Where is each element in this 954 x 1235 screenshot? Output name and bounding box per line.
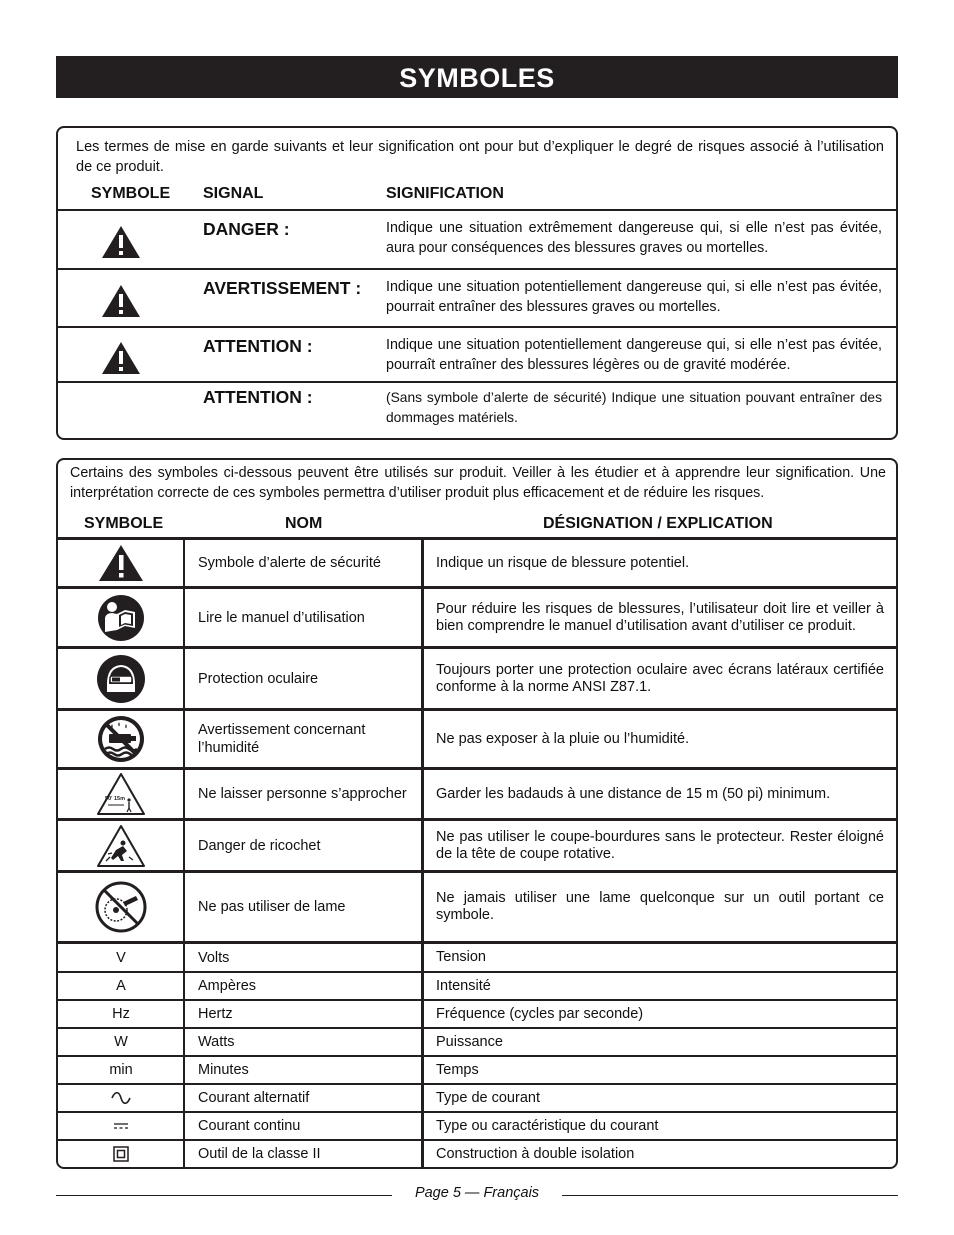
symbol-desc: Tension: [436, 949, 486, 965]
signal-label: AVERTISSEMENT :: [203, 278, 362, 298]
icon-distance-label: 50' 15m: [105, 796, 125, 802]
symbol-name: Ne pas utiliser de lame: [198, 899, 346, 915]
symbols-intro: Certains des symboles ci-dessous peuvent être utilisés sur produit. Veiller à les étudier et à apprendre leur signification. Une interprétation correcte de ces symboles permettra d’utiliser produit plus efficacement et de réduire les risques.: [70, 465, 886, 501]
direct-current-icon: [58, 1113, 184, 1139]
symbol-code: V: [116, 949, 126, 966]
symbol-desc: Fréquence (cycles par seconde): [436, 1005, 644, 1022]
header-explanation: DÉSIGNATION / EXPLICATION: [543, 515, 773, 532]
signal-intro: Les termes de mise en garde suivants et leur signification ont pour but d’expliquer le degré de risques associé à l’utilisation de ce produit.: [76, 139, 884, 175]
alternating-current-icon: [58, 1085, 184, 1111]
symbol-code: W: [114, 1034, 128, 1050]
symbol-name: Courant alternatif: [198, 1090, 310, 1106]
footer-rule-left: [56, 1195, 392, 1196]
symbol-desc: Indique un risque de blessure potentiel.: [436, 554, 690, 571]
page-title: SYMBOLES: [56, 56, 898, 98]
header-symbol: SYMBOLE: [91, 185, 171, 202]
symbol-desc: Toujours porter une protection oculaire avec écrans latéraux certifiée conforme à la norme ANSI Z87.1.: [436, 661, 884, 695]
symbol-desc: Ne pas exposer à la pluie ou l’humidité.: [436, 730, 690, 747]
symbol-name: Courant continu: [198, 1118, 301, 1134]
signal-text: Indique une situation potentiellement dangereuse qui, si elle n’est pas évitée, pourrait entraîner des blessures graves ou mortelles.: [386, 279, 882, 315]
signal-row-caution: [58, 326, 896, 383]
symbol-desc: Construction à double isolation: [436, 1145, 635, 1162]
no-blade-icon: [58, 873, 184, 941]
page-footer: [0, 1185, 954, 1205]
symbol-name: Watts: [198, 1034, 235, 1050]
signal-label: ATTENTION :: [203, 336, 313, 356]
signal-text: Indique une situation potentiellement dangereuse qui, si elle n’est pas évitée, pourraît entraîner des blessures légères ou de gravité modérée.: [386, 337, 882, 373]
signal-label: ATTENTION :: [203, 387, 313, 407]
symbol-desc: Ne jamais utiliser une lame quelconque sur un outil portant ce symbole.: [436, 890, 884, 923]
signal-label: DANGER :: [203, 219, 290, 239]
warning-triangle-icon: [58, 337, 184, 379]
symbol-name: Minutes: [198, 1062, 249, 1078]
signal-text: Indique une situation extrêmement dangereuse qui, si elle n’est pas évitée, aura pour conséquences des blessures graves ou mortelles.: [386, 220, 882, 256]
symbol-desc: Pour réduire les risques de blessures, l’utilisateur doit lire et veiller à bien comprendre le manuel d’utilisation avant d’utiliser ce produit.: [436, 600, 884, 634]
symbol-code: A: [116, 978, 126, 994]
symbol-name: Hertz: [198, 1006, 233, 1022]
header-signal: SIGNAL: [203, 185, 264, 202]
signal-row-warning: [58, 268, 896, 327]
symbol-name: Symbole d’alerte de sécurité: [198, 555, 381, 571]
symbol-name: Avertissement concernant l’humidité: [198, 722, 366, 756]
page-number: Page 5 — Français: [414, 1185, 540, 1201]
warning-triangle-icon: [58, 280, 184, 322]
symbol-desc: Type de courant: [436, 1089, 540, 1106]
symbol-name: Danger de ricochet: [198, 837, 321, 854]
header-meaning: SIGNIFICATION: [386, 185, 504, 202]
symbol-name: Protection oculaire: [198, 670, 319, 687]
symbol-code: Hz: [112, 1006, 130, 1022]
wet-conditions-icon: [58, 711, 184, 767]
footer-rule-right: [562, 1195, 898, 1196]
signal-row-danger: [58, 209, 896, 268]
eye-protection-icon: [58, 649, 184, 708]
header-symbol: SYMBOLE: [84, 515, 164, 532]
ricochet-icon: [58, 821, 184, 870]
signal-words-box: [56, 126, 898, 440]
symbol-name: Lire le manuel d’utilisation: [198, 609, 365, 626]
symbol-code: min: [109, 1062, 133, 1078]
symbol-desc: Temps: [436, 1061, 479, 1078]
keep-bystanders-away-icon: [58, 770, 184, 818]
header-name: NOM: [285, 515, 323, 532]
symbol-desc: Type ou caractéristique du courant: [436, 1117, 659, 1134]
symbol-desc: Puissance: [436, 1033, 503, 1050]
signal-text: (Sans symbole d’alerte de sécurité) Indique une situation pouvant entraîner des dommages matériels.: [386, 390, 882, 425]
signal-row-notice: [58, 381, 896, 438]
safety-alert-icon: [58, 540, 184, 586]
class-ii-tool-icon: [58, 1141, 184, 1167]
warning-triangle-icon: [58, 221, 184, 263]
read-manual-icon: [58, 589, 184, 646]
symbol-name: Ampères: [198, 978, 257, 994]
symbol-desc: Ne pas utiliser le coupe-bourdures sans le protecteur. Rester éloigné de la tête de coupe rotative.: [436, 828, 884, 862]
symbol-desc: Garder les badauds à une distance de 15 m (50 pi) minimum.: [436, 785, 831, 802]
symbol-name: Ne laisser personne s’approcher: [198, 786, 407, 802]
symbol-name: Outil de la classe II: [198, 1146, 321, 1162]
symbols-table-box: [56, 458, 898, 1169]
symbol-desc: Intensité: [436, 977, 491, 994]
symbol-name: Volts: [198, 949, 230, 966]
